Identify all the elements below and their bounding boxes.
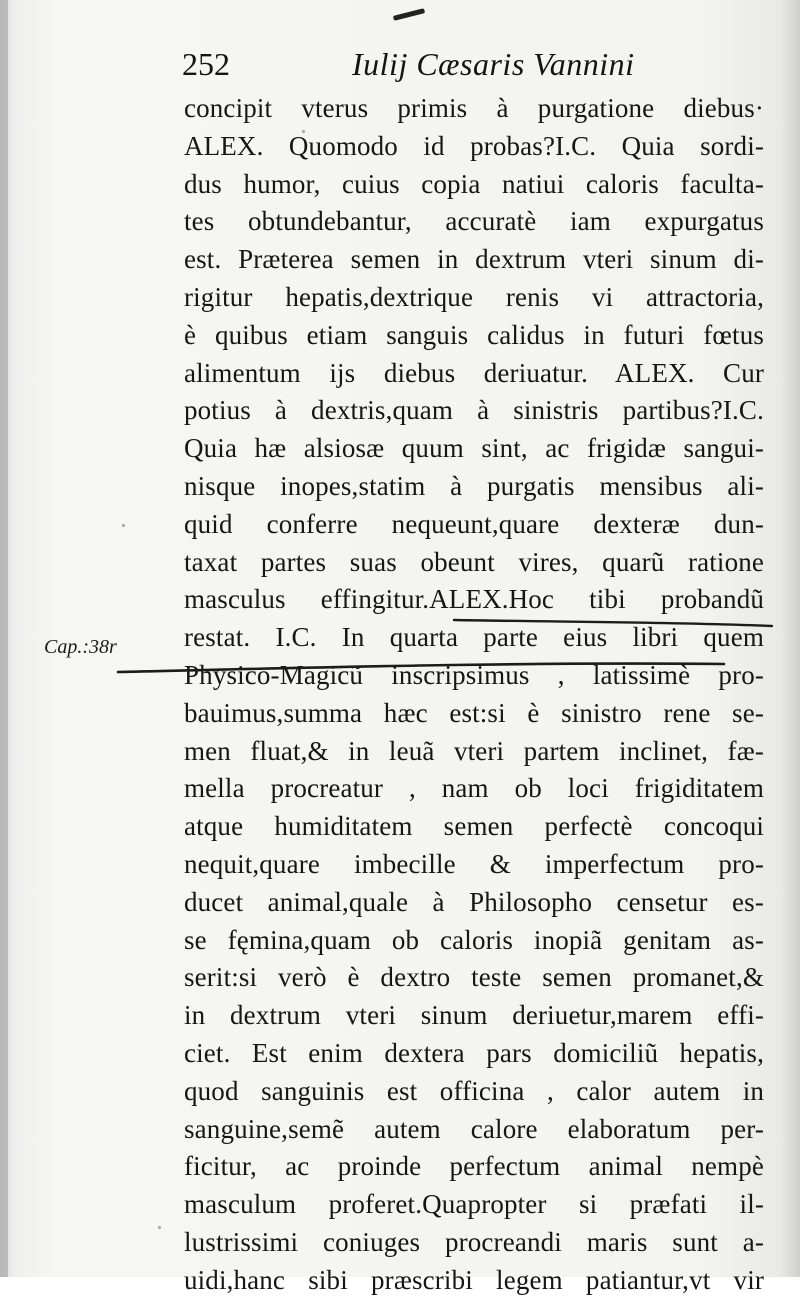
text-line: tes obtundebantur, accuratè iam expurgatus bbox=[184, 206, 764, 237]
text-line: taxat partes suas obeunt vires, quarũ ratione bbox=[184, 546, 764, 577]
text-line: restat. I.C. In quarta parte eius libri quem bbox=[184, 622, 764, 653]
text-line: ficitur, ac proinde perfectum animal nempè bbox=[184, 1151, 764, 1182]
text-line: nequit,quare imbecille & imperfectum pro- bbox=[184, 848, 764, 879]
text-line: concipit vterus primis à purgatione diebus· bbox=[184, 93, 764, 123]
text-line: masculus effingitur.ALEX.Hoc tibi probandũ bbox=[184, 584, 764, 615]
text-line: potius à dextris,quam à sinistris partibus?I.C. bbox=[184, 395, 764, 426]
body-text bbox=[184, 90, 764, 1300]
ink-mark bbox=[393, 8, 425, 21]
text-line: mella procreatur , nam ob loci frigiditatem bbox=[184, 773, 764, 804]
text-line: est. Præterea semen in dextrum vteri sinum di- bbox=[184, 244, 764, 275]
text-line: Physico-Magicũ inscripsimus , latissimè pro- bbox=[184, 659, 764, 690]
text-line: quod sanguinis est officina , calor autem in bbox=[184, 1075, 764, 1106]
text-line: nisque inopes,statim à purgatis mensibus ali- bbox=[184, 470, 764, 501]
text-line: alimentum ijs diebus deriuatur. ALEX. Cur bbox=[184, 357, 764, 388]
ink-speck bbox=[158, 1226, 161, 1229]
page-header bbox=[182, 44, 772, 88]
text-line: è quibus etiam sanguis calidus in futuri fœtus bbox=[184, 319, 764, 350]
running-title: Iulij Cæsaris Vannini bbox=[352, 46, 635, 82]
margin-note: Cap.:38r bbox=[44, 636, 117, 658]
text-line: se fęmina,quam ob caloris inopiã genitam as- bbox=[184, 924, 764, 955]
text-line: quid conferre nequeunt,quare dexteræ dun- bbox=[184, 508, 764, 539]
page-number: 252 bbox=[182, 46, 230, 82]
text-line: rigitur hepatis,dextrique renis vi attractoria, bbox=[184, 281, 764, 312]
text-line: atque humiditatem semen perfectè concoqui bbox=[184, 811, 764, 842]
text-line: Quia hæ alsiosæ quum sint, ac frigidæ sangui- bbox=[184, 433, 764, 464]
text-line: serit:si verò è dextro teste semen promanet,& bbox=[184, 962, 764, 993]
text-line: sanguine,semẽ autem calore elaboratum per- bbox=[184, 1113, 764, 1144]
text-line: ALEX. Quomodo id probas?I.C. Quia sordi- bbox=[184, 130, 764, 161]
text-line: masculum proferet.Quapropter si præfati il- bbox=[184, 1189, 764, 1220]
text-line: bauimus,summa hæc est:si è sinistro rene se- bbox=[184, 697, 764, 728]
text-line: ducet animal,quale à Philosopho censetur es- bbox=[184, 886, 764, 917]
text-line: uidi,hanc sibi præscribi legem patiantur,vt vir bbox=[184, 1264, 764, 1295]
text-line: in dextrum vteri sinum deriuetur,marem effi- bbox=[184, 1000, 764, 1031]
text-line: ciet. Est enim dextera pars domiciliũ hepatis, bbox=[184, 1037, 764, 1068]
ink-speck bbox=[122, 524, 125, 527]
text-line: lustrissimi coniuges procreandi maris sunt a- bbox=[184, 1226, 764, 1257]
text-line: dus humor, cuius copia natiui caloris faculta- bbox=[184, 168, 764, 199]
text-line: men fluat,& in leuã vteri partem inclinet, fæ- bbox=[184, 735, 764, 766]
